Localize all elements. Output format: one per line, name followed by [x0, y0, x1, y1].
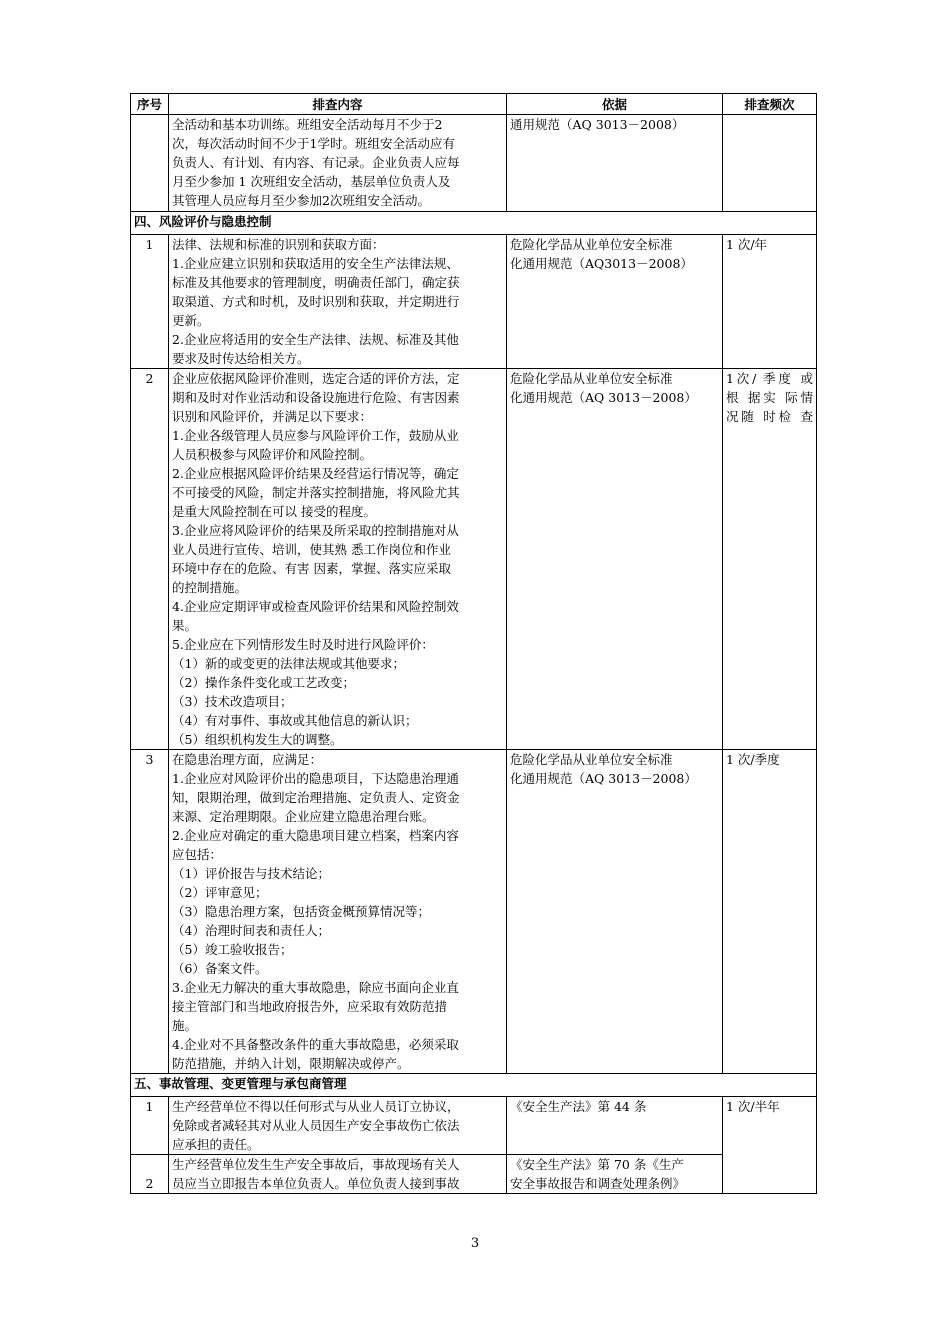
content-line: （3）隐患治理方案，包括资金概预算情况等； [172, 904, 430, 919]
content-line: 1.企业应对风险评价出的隐患项目，下达隐患治理通 [172, 771, 459, 786]
content-line: 不可接受的风险，制定并落实控制措施，将风险尤其 [172, 485, 460, 500]
basis-line: 《安全生产法》第 44 条 [510, 1099, 647, 1114]
content-line: 次，每次活动时间不少于1学时。班组安全活动应有 [172, 136, 455, 151]
content-line: 4.企业应定期评审或检查风险评价结果和风险控制效 [172, 599, 459, 614]
content-line: 2.企业应对确定的重大隐患项目建立档案，档案内容 [172, 828, 459, 843]
content-line: 防范措施，并纳入计划，限期解决或停产。 [172, 1056, 410, 1071]
table-row [131, 1097, 817, 1155]
content-line: 月至少参加 1 次班组安全活动，基层单位负责人及 [172, 174, 451, 189]
content-line: （1）评价报告与技术结论； [172, 866, 330, 881]
table-row [131, 115, 817, 212]
row-frequency [723, 369, 817, 750]
content-line: 期和及时对作业活动和设备设施进行危险、有害因素 [172, 390, 460, 405]
content-line: （2）操作条件变化或工艺改变； [172, 675, 355, 690]
row-content [169, 750, 507, 1074]
basis-line: 危险化学品从业单位安全标准 [510, 237, 673, 252]
content-line: 识别和风险评价，并满足以下要求： [172, 409, 373, 424]
content-line: （5）竣工验收报告； [172, 942, 293, 957]
row-number [131, 115, 169, 212]
section-row [131, 1074, 817, 1097]
basis-line: 危险化学品从业单位安全标准 [510, 371, 673, 386]
content-line: 是重大风险控制在可以 接受的程度。 [172, 504, 376, 519]
row-number: 2 [131, 369, 169, 750]
content-line: 生产经营单位发生生产安全事故后，事故现场有关人 [172, 1157, 460, 1172]
table-row [131, 1155, 817, 1194]
basis-line: 化通用规范（AQ 3013－2008） [510, 771, 697, 786]
row-number: 1 [131, 1097, 169, 1155]
row-basis [507, 115, 723, 212]
row-frequency [723, 115, 817, 212]
content-line: （2）评审意见； [172, 885, 268, 900]
frequency-line: 根 据实 际情 [726, 390, 813, 405]
content-line: 生产经营单位不得以任何形式与从业人员订立协议， [172, 1099, 460, 1114]
header-no: 序号 [131, 94, 169, 115]
frequency-line: 1 次/季度 [726, 752, 780, 767]
content-line: （4）治理时间表和责任人； [172, 923, 330, 938]
frequency-line: 况随 时检 查 [726, 409, 813, 424]
basis-line: 通用规范（AQ 3013－2008） [510, 117, 685, 132]
frequency-line: 1 次/年 [726, 237, 768, 252]
content-line: 更新。 [172, 313, 210, 328]
content-line: 法律、法规和标准的识别和获取方面： [172, 237, 385, 252]
content-line: 1.企业各级管理人员应参与风险评价工作，鼓励从业 [172, 428, 459, 443]
row-basis [507, 369, 723, 750]
frequency-line: 1次/ 季度 或 [726, 371, 813, 386]
content-line: 取渠道、方式和时机，及时识别和获取，并定期进行 [172, 294, 460, 309]
section-title: 四、风险评价与隐患控制 [131, 212, 817, 235]
content-line: （3）技术改造项目； [172, 694, 293, 709]
row-number: 3 [131, 750, 169, 1074]
content-line: （5）组织机构发生大的调整。 [172, 732, 343, 747]
content-line: 企业应依据风险评价准则，选定合适的评价方法，定 [172, 371, 460, 386]
content-line: 1.企业应建立识别和获取适用的安全生产法律法规、 [172, 256, 459, 271]
frequency-line: 1 次/半年 [726, 1099, 780, 1114]
content-line: 其管理人员应每月至少参加2次班组安全活动。 [172, 193, 430, 208]
header-frequency: 排查频次 [723, 94, 817, 115]
row-basis [507, 1155, 723, 1194]
header-basis: 依据 [507, 94, 723, 115]
content-line: 环境中存在的危险、有害 因素，掌握、落实应采取 [172, 561, 451, 576]
content-line: 果。 [172, 618, 198, 633]
table-row [131, 750, 817, 1074]
content-line: 要求及时传达给相关方。 [172, 351, 310, 366]
content-line: 知，限期治理，做到定治理措施、定负责人、定资金 [172, 790, 460, 805]
row-frequency [723, 235, 817, 369]
content-line: 全活动和基本功训练。班组安全活动每月不少于2 [172, 117, 443, 132]
content-line: 的控制措施。 [172, 580, 248, 595]
content-line: （6）备案文件。 [172, 961, 268, 976]
content-line: 人员积极参与风险评价和风险控制。 [172, 447, 373, 462]
basis-line: 化通用规范（AQ3013－2008） [510, 256, 693, 271]
content-line: 免除或者减轻其对从业人员因生产安全事故伤亡依法 [172, 1118, 460, 1133]
inspection-table [130, 93, 817, 1194]
content-line: 应承担的责任。 [172, 1137, 260, 1152]
row-number: 2 [131, 1155, 169, 1194]
content-line: 员应当立即报告本单位负责人。单位负责人接到事故 [172, 1176, 460, 1191]
content-line: 标准及其他要求的管理制度，明确责任部门，确定获 [172, 275, 460, 290]
header-row [131, 94, 817, 115]
content-line: 应包括： [172, 847, 223, 862]
row-frequency [723, 750, 817, 1074]
row-basis [507, 750, 723, 1074]
content-line: （4）有对事件、事故或其他信息的新认识； [172, 713, 418, 728]
basis-line: 化通用规范（AQ 3013－2008） [510, 390, 697, 405]
content-line: 3.企业应将风险评价的结果及所采取的控制措施对从 [172, 523, 459, 538]
content-line: 在隐患治理方面，应满足： [172, 752, 323, 767]
section-title: 五、事故管理、变更管理与承包商管理 [131, 1074, 817, 1097]
content-line: 接主管部门和当地政府报告外，应采取有效防范措 [172, 999, 448, 1014]
basis-line: 危险化学品从业单位安全标准 [510, 752, 673, 767]
row-content [169, 1155, 507, 1194]
row-content [169, 369, 507, 750]
page-number: 3 [470, 1236, 480, 1251]
basis-line: 《安全生产法》第 70 条《生产 [510, 1157, 684, 1172]
content-line: 4.企业对不具备整改条件的重大事故隐患，必须采取 [172, 1037, 459, 1052]
basis-line: 安全事故报告和调查处理条例》 [510, 1176, 686, 1191]
content-line: 业人员进行宣传、培训，使其熟 悉工作岗位和作业 [172, 542, 451, 557]
section-row [131, 212, 817, 235]
row-basis [507, 235, 723, 369]
content-line: （1）新的或变更的法律法规或其他要求； [172, 656, 405, 671]
row-content [169, 235, 507, 369]
table-row [131, 235, 817, 369]
header-content: 排查内容 [169, 94, 507, 115]
row-content [169, 1097, 507, 1155]
row-number: 1 [131, 235, 169, 369]
content-line: 来源、定治理期限。企业应建立隐患治理台账。 [172, 809, 435, 824]
content-line: 5.企业应在下列情形发生时及时进行风险评价： [172, 637, 434, 652]
row-frequency [723, 1097, 817, 1194]
content-line: 2.企业应将适用的安全生产法律、法规、标准及其他 [172, 332, 459, 347]
row-basis [507, 1097, 723, 1155]
table-row [131, 369, 817, 750]
content-line: 3.企业无力解决的重大事故隐患，除应书面向企业直 [172, 980, 459, 995]
content-line: 负责人、有计划、有内容、有记录。企业负责人应每 [172, 155, 460, 170]
content-line: 2.企业应根据风险评价结果及经营运行情况等，确定 [172, 466, 459, 481]
content-line: 施。 [172, 1018, 198, 1033]
row-content [169, 115, 507, 212]
